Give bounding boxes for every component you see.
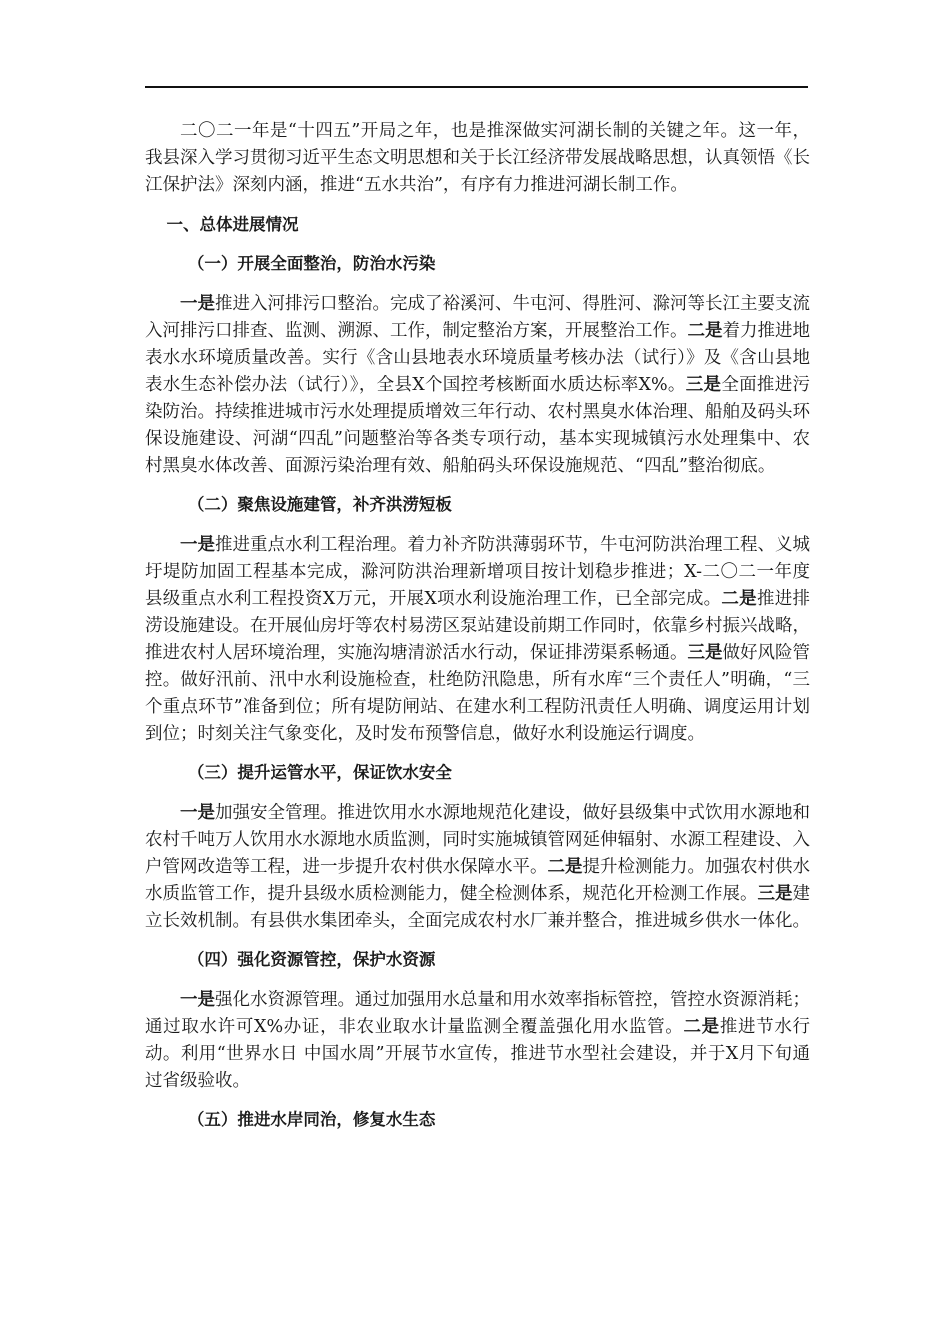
text-run: 推进重点水利工程治理。着力补齐防洪薄弱环节，牛屯河防洪治理工程、义城圩堤防加固工程基本完成，滁河防洪治理新增项目按计划稳步推进；X-二〇二一年度县级重点水利工程投资X万元，开展X项水利设施治理工作，已全部完成。 [145,535,810,609]
subsection-heading-1: （一）开展全面整治，防治水污染 [187,254,436,273]
keyword: 一是 [180,535,215,555]
text-run: 加强安全管理。推进饮用水水源地规范化建设，做好县级集中式饮用水源地和农村千吨万人饮用水水源地水质监测，同时实施城镇管网延伸辐射、水源工程建设、入户管网改造等工程，进一步提升农村供水保障水平。 [145,803,810,877]
subsection-heading-4: （四）强化资源管控，保护水资源 [187,950,436,969]
keyword: 二是 [721,589,757,609]
keyword: 一是 [180,990,215,1010]
subsection-heading-2: （二）聚焦设施建管，补齐洪涝短板 [187,495,452,514]
intro-paragraph: 二〇二一年是“十四五”开局之年，也是推深做实河湖长制的关键之年。这一年，我县深入学习贯彻习近平生态文明思想和关于长江经济带发展战略思想，认真领悟《长江保护法》深刻内涵，推进“五水共治”，有序有力推进河湖长制工作。 [145,121,810,195]
subsection-heading-3: （三）提升运管水平，保证饮水安全 [187,763,452,782]
keyword: 三是 [687,643,723,663]
text-run: 全面推进污染防治。持续推进城市污水处理提质增效三年行动、农村黑臭水体治理、船舶及码头环保设施建设、河湖“四乱”问题整治等各类专项行动，基本实现城镇污水处理集中、农村黑臭水体改善、面源污染治理有效、船舶码头环保设施规范、“四乱”整治彻底。 [145,375,811,476]
subsection-1-paragraph [145,291,810,480]
header-rule [145,86,808,88]
section-heading: 一、总体进展情况 [166,215,299,234]
keyword: 一是 [180,803,215,823]
text-run: 推进排涝设施建设。在开展仙房圩等农村易涝区泵站建设前期工作同时，依靠乡村振兴战略，推进农村人居环境治理，实施沟塘清淤活水行动，保证排涝渠系畅通。 [145,589,810,663]
keyword: 一是 [180,294,215,314]
subsection-4-paragraph [145,987,810,1095]
text-run: 提升检测能力。加强农村供水水质监管工作，提升县级水质检测能力，健全检测体系，规范化开检测工作展。 [145,857,810,904]
keyword: 二是 [547,857,583,877]
keyword: 三是 [757,884,793,904]
keyword: 三是 [685,375,722,395]
subsection-heading-5: （五）推进水岸同治，修复水生态 [187,1110,436,1129]
text-run: 着力推进地表水水环境质量改善。实行《含山县地表水环境质量考核办法（试行）》及《含山县地表水生态补偿办法（试行）》，全县X个国控考核断面水质达标率X%。 [145,321,810,395]
text-run: 推进节水行动。利用“世界水日 中国水周”开展节水宣传，推进节水型社会建设，并于X月下旬通过省级验收。 [145,1017,811,1091]
text-run: 做好风险管控。做好汛前、汛中水利设施检查，杜绝防汛隐患，所有水库“三个责任人”明确，“三个重点环节”准备到位；所有堤防闸站、在建水利工程防汛责任人明确、调度运用计划到位；时刻关注气象变化，及时发布预警信息，做好水利设施运行调度。 [145,643,810,744]
text-run: 强化水资源管理。通过加强用水总量和用水效率指标管控，管控水资源消耗；通过取水许可X%办证，非农业取水计量监测全覆盖强化用水监管。 [145,990,810,1037]
document-body [145,118,810,1147]
keyword: 二是 [687,321,723,341]
subsection-3-paragraph [145,800,810,935]
text-run: 推进入河排污口整治。完成了裕溪河、牛屯河、得胜河、滁河等长江主要支流入河排污口排查、监测、溯源、工作，制定整治方案，开展整治工作。 [145,294,810,341]
text-run: 建立长效机制。有县供水集团牵头，全面完成农村水厂兼并整合，推进城乡供水一体化。 [145,884,810,931]
subsection-2-paragraph [145,532,810,748]
keyword: 二是 [683,1017,720,1037]
